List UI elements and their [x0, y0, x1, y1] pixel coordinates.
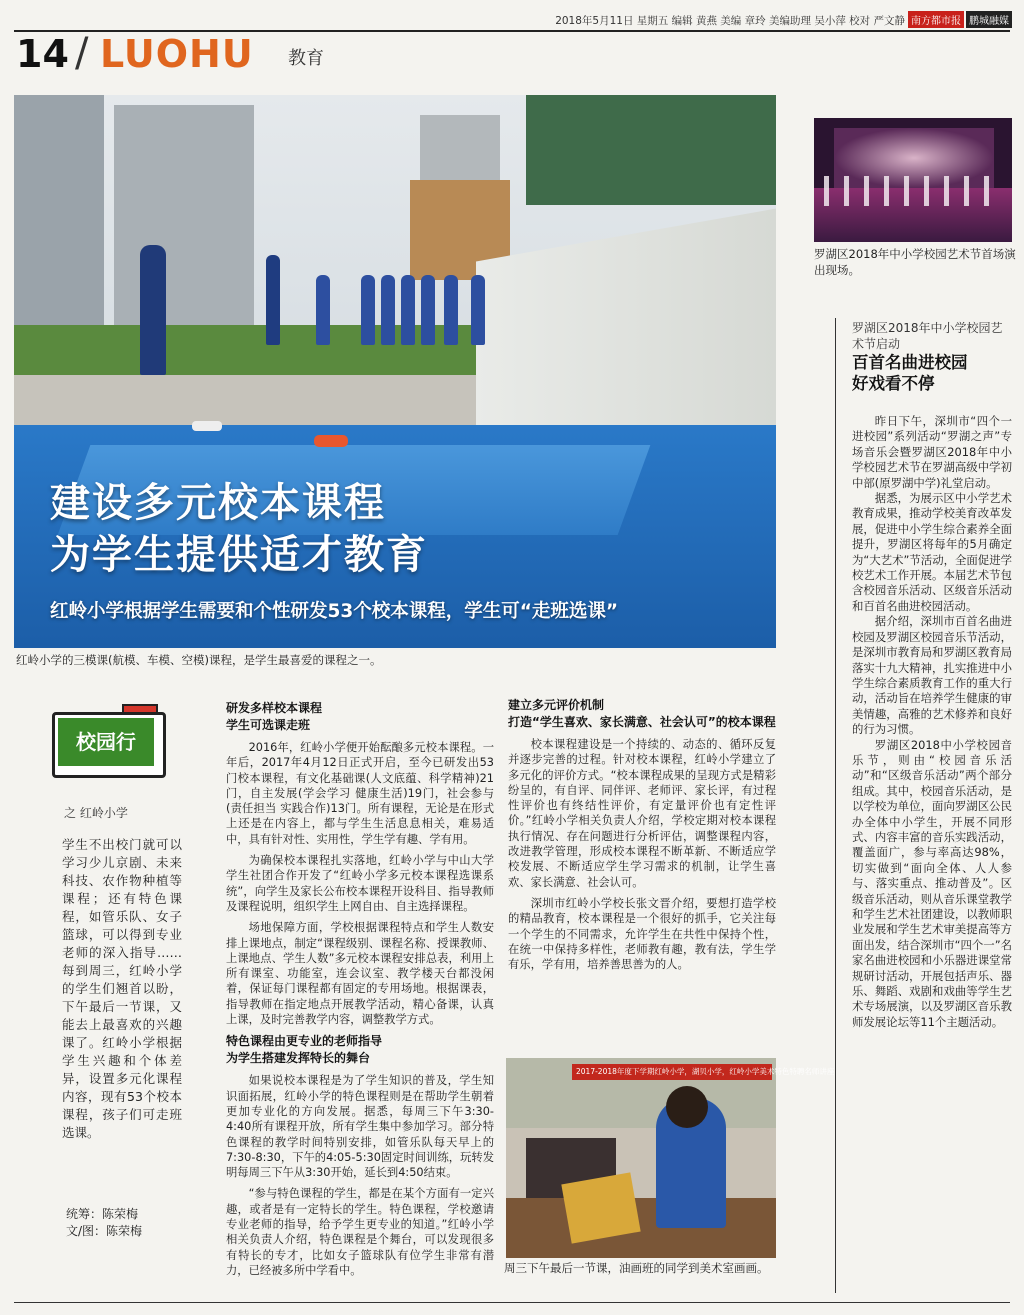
paragraph: 如果说校本课程是为了学生知识的普及，学生知识面拓展，红岭小学的特色课程则是在帮助学生朝着更加专业化的方向发展。据悉，每周三下午3:30-4:40所有课程开放，所有学生集中参加学习。部分特色课程的教学时间特别安排，如管乐队每天早上的7:30-8:30，下午的4:05-5:30固定时间训练，玩转发明每周三下午从3:30开始，延长到4:50结束。: [226, 1074, 494, 1180]
footer-rule: [14, 1302, 1010, 1303]
newspaper-brand: 南方都市报: [908, 11, 964, 28]
lead-paragraph: 学生不出校门就可以学习少儿京剧、未来科技、农作物种植等课程；还有特色课程，如管乐队、女子篮球，可以得到专业老师的深入指导……每到周三，红岭小学的学生们翘首以盼，下午最后一节课，又能去上最喜欢的兴趣课了。红岭小学根据学生兴趣和个体差异，设置多元化课程内容，现有53个校本课程，孩子们可走班选课。: [62, 837, 182, 1140]
right-article-body: [852, 414, 1012, 1030]
model-boat-2: [314, 435, 348, 447]
media-brand: 鹏城融媒: [966, 11, 1012, 28]
subhead: 打造“学生喜欢、家长满意、社会认可”的校本课程: [508, 715, 776, 729]
article-column-1: [226, 700, 494, 1278]
right-paragraph: 据介绍，深圳市百首名曲进校园及罗湖区校园音乐节活动，是深圳市教育局和罗湖区教育局落实十九大精神，扎实推进中小学生综合素质教育工作的重大行动，活动旨在培养学生健康的审美情趣，高雅的艺术修养和良好的行为习惯。: [852, 614, 1012, 737]
paragraph: 为确保校本课程扎实落地，红岭小学与中山大学学生社团合作开发了“红岭小学多元校本课程选课系统”，向学生及家长公布校本课程开设科目、指导教师及课程说明，组织学生上网自由、自主选择课程。: [226, 854, 494, 913]
classroom-photo: [506, 1058, 835, 1258]
students-group: [266, 275, 496, 355]
stage-photo-caption: 罗湖区2018年中小学校园艺术节首场演出现场。: [814, 247, 1016, 277]
teacher-figure: [140, 245, 166, 375]
hero-caption: 红岭小学的三模课(航模、车模、空模)课程，是学生最喜爱的课程之一。: [16, 653, 382, 667]
subhead: 为学生搭建发挥特长的舞台: [226, 1051, 371, 1066]
paragraph: 2016年，红岭小学便开始酝酿多元校本课程。一年后，2017年4月12日正式开启，至今已研发出53门校本课程，有文化基础课(人文底蕴、科学精神)21门，自主发展(学会学习 健康生活)19门，社会参与(责任担当 实践合作)13门。所有课程，无论是在形式上还是在内容上，都与学生生活息息相关，难易适中，具有针对性、实用性，学生学有趣、学有用。: [226, 741, 494, 846]
subhead: 研发多样校本课程: [226, 701, 323, 715]
article-column-2: [508, 697, 776, 972]
classroom-photo-caption: 周三下午最后一节课，油画班的同学到美术室画画。: [504, 1261, 769, 1275]
right-headline-line1: 百首名曲进校园: [852, 353, 968, 372]
section-title: LUOHU: [100, 32, 254, 76]
paragraph: 校本课程建设是一个持续的、动态的、循环反复并逐步完善的过程。针对校本课程，红岭小学建立了多元化的评价方式。“校本课程成果的呈现方式是精彩纷呈的，有自评、同伴评、老师评、家长评，有过程性评价也有终结性评价，有定量评价也有定性评价。”红岭小学相关负责人介绍，学校定期对校本课程执行情况、存在问题进行分析评估，调整课程内容，改进教学管理，形成校本课程不断革新、不断适应学校发展、不断适应学生学习需求的机制，让学生喜欢、家长满意、社会认可。: [508, 738, 776, 889]
subhead: 学生可选课走班: [226, 718, 311, 732]
byline: 之 红岭小学: [64, 806, 128, 820]
construction-building: [526, 95, 776, 205]
painting-board: [561, 1172, 640, 1243]
hero-title-line2: 为学生提供适才教育: [50, 532, 428, 578]
classroom-banner: 2017-2018年度下学期红岭小学，湖贝小学，红岭小学美术特色特聘名师讲座: [572, 1064, 772, 1080]
hero-subtitle: 红岭小学根据学生需要和个性研发53个校本课程，学生可“走班选课”: [50, 601, 619, 622]
hero-title-line1: 建设多元校本课程: [50, 480, 386, 526]
right-paragraph: 罗湖区2018中小学校园音乐节，则由“校园音乐活动”和“区级音乐活动”两个部分组成。其中，校园音乐活动，是以学校为单位，面向罗湖区公民办全体中小学生，开展不同形式、内容丰富的音乐实践活动，覆盖面广，参与率高达98%，切实做到“面向全体、人人参与、落实重点、推动普及”。区级音乐活动，则从音乐课堂教学和学生艺术社团建设，以教师职业发展和学生艺术审美提高等方面出发，结合深圳市“四个一”名家名曲进校园和小乐器进课堂常规研讨活动，开展包括声乐、器乐、舞蹈、戏剧和戏曲等学生艺术专场展演，以及罗湖区音乐教师发展论坛等11个主题活动。: [852, 737, 1012, 1029]
right-headline-line2: 好戏看不停: [852, 374, 935, 393]
credit-author: 文/图：陈荣梅: [66, 1224, 143, 1238]
subhead: 建立多元评价机制: [508, 698, 605, 712]
model-boat-1: [192, 421, 222, 431]
column-badge: 校园行: [58, 718, 154, 766]
right-paragraph: 昨日下午，深圳市“四个一进校园”系列活动“罗湖之声”专场音乐会暨罗湖区2018年中小学校园艺术节在罗湖高级中学初中部(原罗湖中学)礼堂启动。: [852, 414, 1012, 490]
page-number: 14: [16, 32, 69, 76]
dateline-text: 2018年5月11日 星期五 编辑 黄燕 美编 章玲 美编助理 吴小萍 校对 严文静: [555, 15, 905, 27]
hero-photo: [14, 95, 776, 648]
performers: [824, 176, 1004, 206]
paragraph: “参与特色课程的学生，都是在某个方面有一定兴趣，或者是有一定特长的学生。特色课程，学校邀请专业老师的指导，给予学生更专业的知道。”红岭小学相关负责人介绍，特色课程是个舞台，可以发现很多有特长的专才，比如女子篮球队有位学生非常有潜力，已经被多所中学看中。: [226, 1187, 494, 1277]
right-paragraph: 据悉，为展示区中小学艺术教育成果，推动学校美育改革发展，促进中小学生综合素养全面提升，罗湖区将每年的5月确定为“大艺术”节活动，全面促进学校艺术工作开展。本届艺术节包含校园音乐活动、区级音乐活动和百首名曲进校园活动。: [852, 491, 1012, 613]
dateline: [555, 11, 1012, 28]
right-article-headline: [852, 352, 1012, 394]
credit-coordinator: 统筹：陈荣梅: [66, 1207, 139, 1221]
hero-title: [50, 477, 428, 581]
category-label: 教育: [288, 48, 324, 69]
right-article-kicker: 罗湖区2018年中小学校园艺术节启动: [852, 321, 1003, 351]
slash-divider: /: [75, 30, 89, 76]
right-column-rule: [835, 318, 836, 1293]
classroom-table: [506, 1198, 776, 1258]
paragraph: 深圳市红岭小学校长张文晋介绍，要想打造学校的精品教育，校本课程是一个很好的抓手，它关注每一个学生的不同需求，允许学生在共性中保持个性，在统一中保持多样性，老师教有趣，教有法，学生学有乐，学有用，培养善思善为的人。: [508, 896, 776, 972]
paragraph: 场地保障方面，学校根据课程特点和学生人数安排上课地点，制定“课程级别、课程名称、授课教师、上课地点、学生人数”多元校本课程安排总表，利用上所有课室、功能室，连会议室、教学楼天台都没闲着，保证每门课程都有固定的专用场地。根据课表，指导教师在指定地点开展教学活动，精心备课，认真上课，及时完善教学内容，调整教学方式。: [226, 921, 494, 1027]
subhead: 特色课程由更专业的老师指导: [226, 1034, 383, 1049]
stage-photo: [814, 118, 1012, 242]
student-head: [666, 1086, 708, 1128]
credits: [66, 1206, 142, 1240]
